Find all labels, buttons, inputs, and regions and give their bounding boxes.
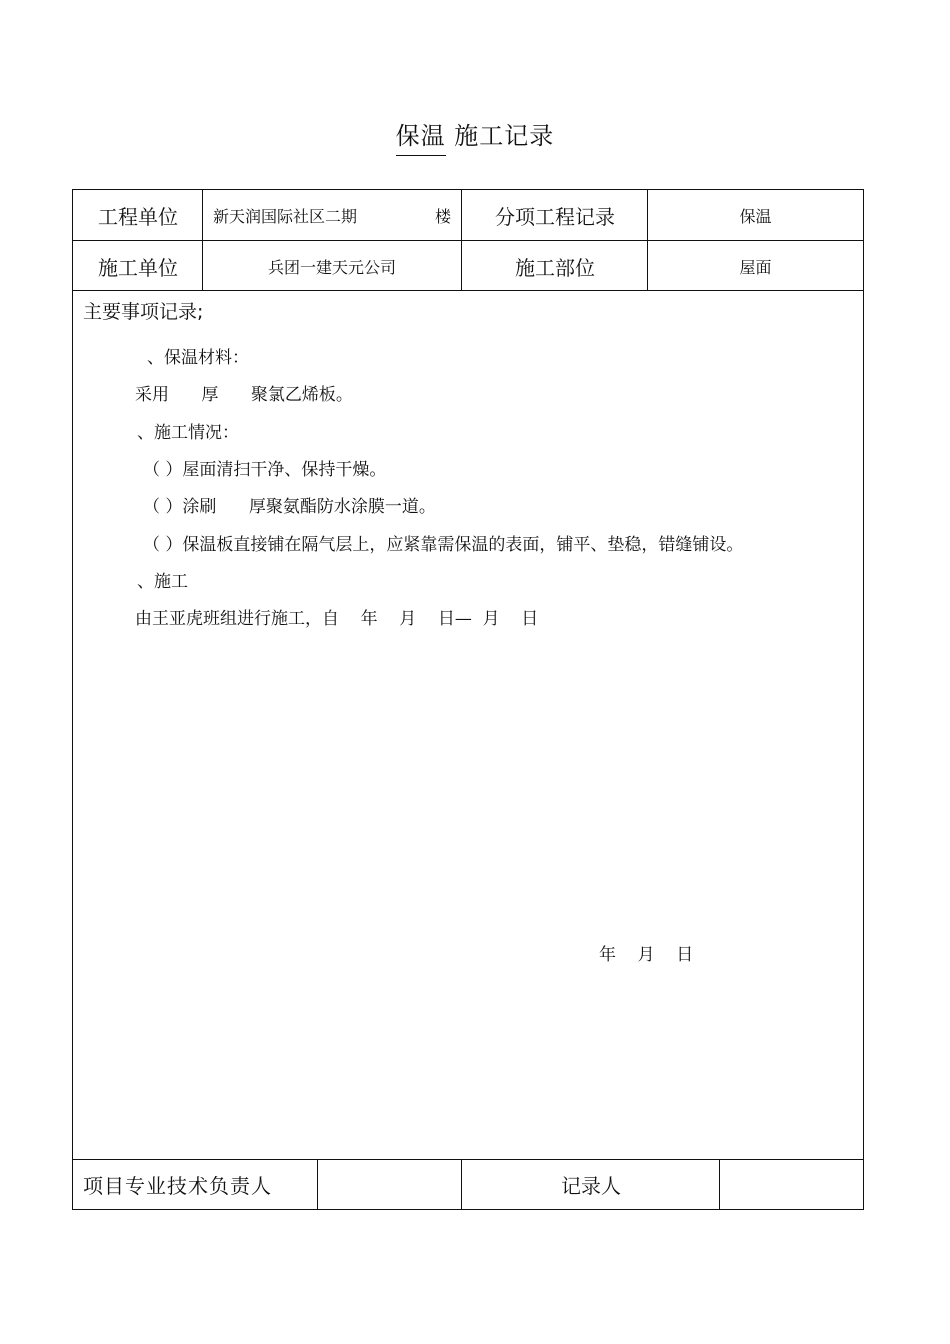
body-line: （ ）屋面清扫干净、保持干燥。: [143, 460, 387, 480]
label-tech-lead: 项目专业技术负责人: [83, 1174, 272, 1198]
body-line: 由王亚虎班组进行施工，自 年 月 日— 月 日: [135, 609, 539, 629]
label-construction-location: 施工部位: [515, 255, 595, 280]
document-title: [0, 116, 950, 156]
title-rest: 施工记录: [445, 122, 555, 150]
value-construction-location: 屋面: [739, 257, 772, 277]
project-unit-name: 新天润国际社区二期: [213, 206, 358, 226]
record-table: [72, 189, 864, 1210]
title-underlined: 保温: [396, 116, 446, 156]
label-project-unit: 工程单位: [98, 204, 178, 229]
project-unit-building: 楼: [434, 206, 451, 226]
signature-date: 年 月 日: [599, 945, 694, 965]
body-line: 、保温材料：: [147, 348, 249, 368]
label-subitem-record: 分项工程记录: [495, 204, 615, 229]
body-line: （ ）保温板直接铺在隔气层上，应紧靠需保温的表面，铺平、垫稳，错缝铺设。: [143, 535, 744, 555]
value-tech-lead: [318, 1160, 461, 1209]
body-line: （ ）涂刷 厚聚氨酯防水涂膜一道。: [143, 497, 436, 517]
body-line: 、施工情况：: [137, 423, 239, 443]
body-line: 、施工: [137, 572, 188, 592]
body-line: 采用 厚 聚氯乙烯板。: [135, 385, 353, 405]
main-items-heading: 主要事项记录;: [83, 301, 204, 323]
value-construction-unit: 兵团一建天元公司: [267, 257, 396, 277]
value-recorder: [720, 1160, 863, 1209]
label-recorder: 记录人: [561, 1174, 621, 1198]
value-project-unit: [203, 190, 461, 240]
value-subitem-record: 保温: [739, 206, 772, 226]
label-construction-unit: 施工单位: [98, 255, 178, 280]
